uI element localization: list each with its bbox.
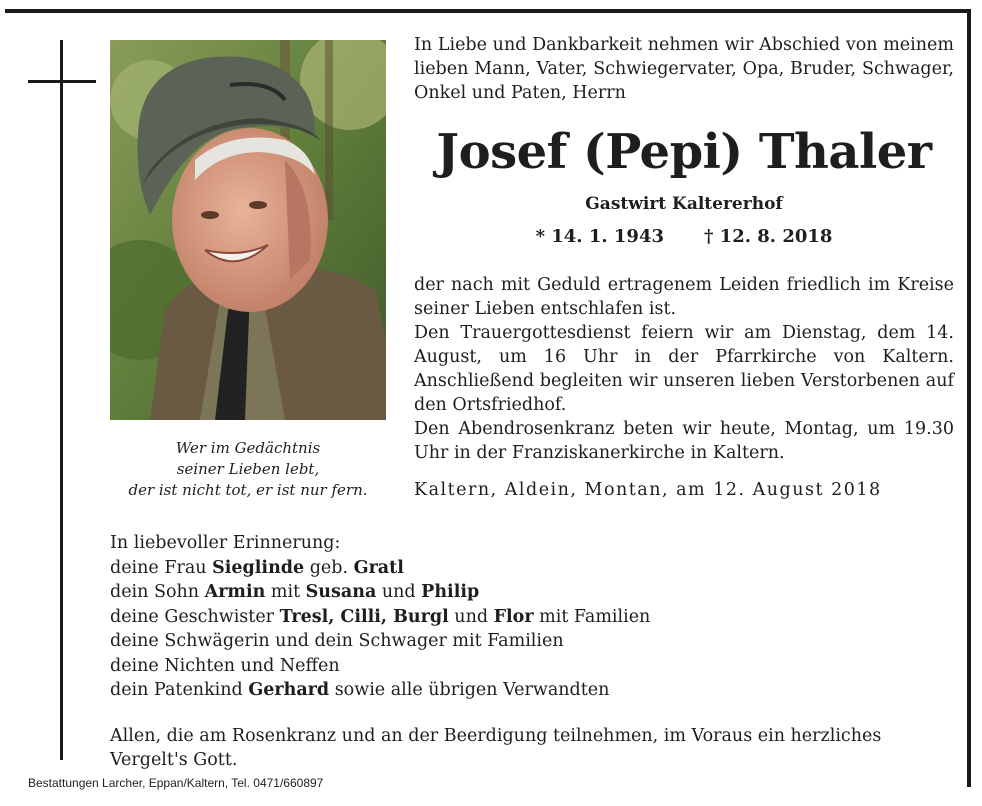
body-paragraph: Den Abendrosenkranz beten wir heute, Montag, um 19.30 Uhr in der Franziskanerkirche in Kaltern. xyxy=(414,419,954,463)
family-line-text: und xyxy=(376,582,422,602)
cross-icon-vertical xyxy=(60,40,63,760)
quote-line: Wer im Gedächtnis xyxy=(175,439,321,457)
family-line-text: mit xyxy=(265,582,306,602)
family-member-name: Tresl, Cilli, Burgl xyxy=(279,606,449,627)
family-member-name: Flor xyxy=(493,606,534,627)
intro-text: In Liebe und Dankbarkeit nehmen wir Abschied von meinem lieben Mann, Vater, Schwiegervater, Opa, Bruder, Schwager, Onkel und Paten, Herrn xyxy=(414,35,954,103)
family-line-text: dein Patenkind xyxy=(110,680,249,700)
family-line-text: geb. xyxy=(304,557,354,578)
family-line xyxy=(110,629,950,654)
family-member-name: Philip xyxy=(421,582,480,602)
body-paragraph: der nach mit Geduld ertragenem Leiden friedlich im Kreise seiner Lieben entschlafen ist. xyxy=(414,275,954,319)
family-member-name: Gerhard xyxy=(248,680,330,700)
portrait-photo xyxy=(110,40,386,420)
family-member-name: Sieglinde xyxy=(212,557,305,578)
memorial-quote xyxy=(110,438,386,501)
family-list xyxy=(110,531,950,703)
family-member-name: Armin xyxy=(204,582,266,602)
family-member-name: Gratl xyxy=(353,557,404,578)
family-line xyxy=(110,580,950,605)
quote-line: der ist nicht tot, er ist nur fern. xyxy=(128,481,368,499)
occupation: Gastwirt Kaltererhof xyxy=(585,194,783,214)
death-date: † 12. 8. 2018 xyxy=(704,226,833,247)
family-line xyxy=(110,556,950,581)
quote-line: seiner Lieben lebt, xyxy=(176,460,320,478)
family-line xyxy=(110,654,950,679)
life-dates xyxy=(414,226,954,247)
birth-date: * 14. 1. 1943 xyxy=(535,226,664,247)
service-details xyxy=(414,273,954,465)
cross-icon-horizontal xyxy=(28,80,96,83)
family-line-text: deine Nichten und Neffen xyxy=(110,655,340,676)
family-line xyxy=(110,605,950,630)
family-line-text: und xyxy=(448,606,494,627)
body-paragraph: Den Trauergottesdienst feiern wir am Dienstag, dem 14. August, um 16 Uhr in der Pfarrkirche von Kaltern. Anschließend begleiten wir unseren lieben Verstorbenen auf den Ortsfriedhof. xyxy=(414,323,954,415)
thanks-text: Allen, die am Rosenkranz und an der Beerdigung teilnehmen, im Voraus ein herzliches Vergelt's Gott. xyxy=(110,726,882,770)
family-line xyxy=(110,678,950,703)
family-line-text: deine Schwägerin und dein Schwager mit Familien xyxy=(110,631,564,651)
family-line-text: deine Frau xyxy=(110,557,213,578)
family-member-name: Susana xyxy=(305,582,377,602)
place-and-date: Kaltern, Aldein, Montan, am 12. August 2018 xyxy=(414,480,882,500)
family-line-text: deine Geschwister xyxy=(110,606,280,627)
family-line-text: mit Familien xyxy=(533,606,651,627)
family-line-text: dein Sohn xyxy=(110,582,205,602)
undertaker-info: Bestattungen Larcher, Eppan/Kaltern, Tel. 0471/660897 xyxy=(28,776,324,790)
deceased-name: Josef (Pepi) Thaler xyxy=(436,124,932,180)
family-line-text: sowie alle übrigen Verwandten xyxy=(329,680,610,700)
family-heading: In liebevoller Erinnerung: xyxy=(110,533,341,553)
